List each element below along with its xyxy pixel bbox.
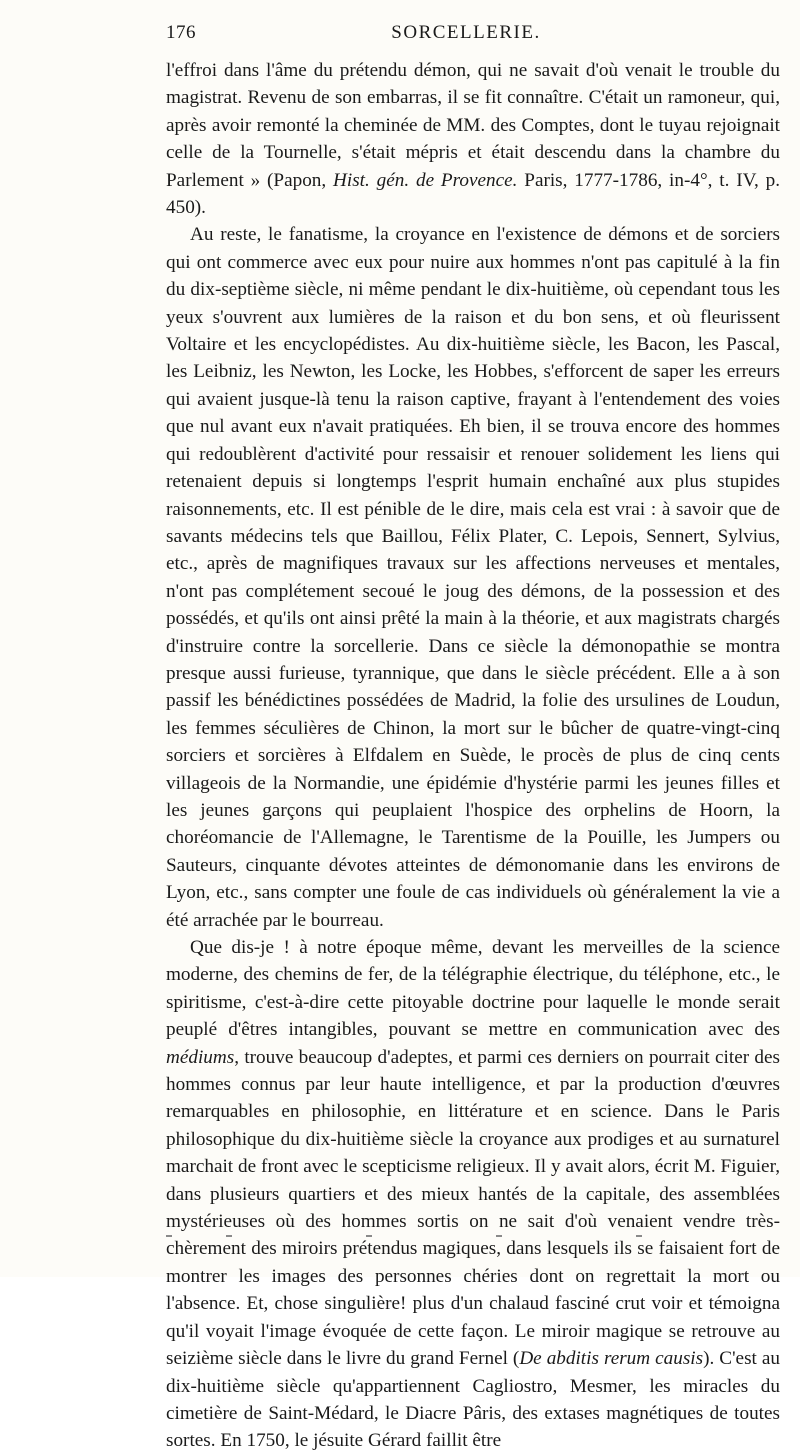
- italic-book-title: De abditis rerum causis: [519, 1348, 704, 1370]
- scan-mark: [636, 1235, 642, 1237]
- running-title: SORCELLERIE.: [391, 22, 541, 43]
- paragraph-1-text-end: Paris, 1777-1786, in-4°, t. IV, p. 450).: [166, 169, 780, 219]
- paragraph-3-text-mid: , trouve beaucoup d'adeptes, et parmi ces derniers on pourrait citer des hommes connus par leur haute intelligence, et par la production d'œuvres remarquables en philosophie, en littérature et en science. Dans le Paris philosophique du dix-huitième siècle la croyance aux prodiges et au surnaturel marchait de front avec le scepticisme religieux. Il y avait alors, écrit M. Figuier, dans plusieurs quartiers et des mieux hantés de la capitale, des assemblées mystérieuses où des hommes sortis on ne sait d'où venaient vendre très-chèrement des miroirs prétendus magiques, dans lesquels ils se faisaient fort de montrer les images des personnes chéries dont on regrettait la mort ou l'absence. Et, chose singulière! plus d'un chalaud fasciné crut voir et témoigna qu'il voyait l'image évoquée de cette façon. Le miroir magique se retrouve au seizième siècle dans le livre du grand Fernel (: [166, 1046, 780, 1370]
- paragraph-1: [166, 57, 780, 221]
- body-text: [166, 57, 780, 1455]
- page-number: 176: [166, 22, 196, 43]
- page-header: [166, 22, 766, 52]
- paragraph-2: [166, 221, 780, 934]
- scan-mark: [496, 1235, 502, 1237]
- paragraph-3: [166, 934, 780, 1455]
- italic-mediums: médiums: [166, 1046, 235, 1068]
- paragraph-3-text-end: ). C'est au dix-huitième siècle qu'appartiennent Cagliostro, Mesmer, les miracles du cimetière de Saint-Médard, le Diacre Pâris, des extases magnétiques de toutes sortes. En 1750, le jésuite Gérard faillit être: [166, 1348, 780, 1452]
- scan-mark: [166, 1235, 172, 1237]
- paragraph-3-text: Que dis-je ! à notre époque même, devant les merveilles de la science moderne, des chemins de fer, de la télégraphie électrique, du téléphone, etc., le spiritisme, c'est-à-dire cette pitoyable doctrine pour laquelle le monde serait peuplé d'êtres intangibles, pouvant se mettre en communication avec des: [166, 937, 780, 1041]
- scan-mark: [226, 1235, 232, 1237]
- bottom-scan-marks: [166, 1235, 780, 1245]
- citation-title: Hist. gén. de Provence.: [333, 169, 518, 191]
- paragraph-1-text: l'effroi dans l'âme du prétendu démon, qui ne savait d'où venait le trouble du magistrat. Revenu de son embarras, il se fit connaître. C'était un ramoneur, qui, après avoir remonté la cheminée de MM. des Comptes, dont le tuyau rejoignait celle de la Tournelle, s'était mépris et était descendu dans la chambre du Parlement » (Papon,: [166, 60, 780, 191]
- scan-mark: [366, 1235, 372, 1237]
- paragraph-2-text: Au reste, le fanatisme, la croyance en l'existence de démons et de sorciers qui ont commerce avec eux pour nuire aux hommes n'ont pas capitulé à la fin du dix-septième siècle, ni même pendant le dix-huitième, où cependant tous les yeux s'ouvrent aux lumières de la raison et du bon sens, et où fleurissent Voltaire et les encyclopédistes. Au dix-huitième siècle, les Bacon, les Pascal, les Leibniz, les Newton, les Locke, les Hobbes, s'efforcent de saper les erreurs qui avaient jusque-là tenu la raison captive, frayant à l'entendement des voies que nul avant eux n'avait pratiquées. Eh bien, il se trouva encore des hommes qui redoublèrent d'activité pour ressaisir et renouer solidement les liens qui retenaient depuis si longtemps l'esprit humain enchaîné aux plus stupides raisonnements, etc. Il est pénible de le dire, mais cela est vrai : à savoir que de savants médecins tels que Baillou, Félix Plater, C. Lepois, Sennert, Sylvius, etc., après de magnifiques travaux sur les affections nerveuses et mentales, n'ont pas complétement secoué le joug des démons, de la possession et des possédés, et qu'ils ont ainsi prêté la main à la théorie, et aux magistrats chargés d'instruire contre la sorcellerie. Dans ce siècle la démonopathie se montra presque aussi furieuse, tyrannique, que dans le siècle précédent. Elle a à son passif les bénédictines possédées de Madrid, la folie des ursulines de Loudun, les femmes séculières de Chinon, la mort sur le bûcher de quatre-vingt-cinq sorciers et sorcières à Elfdalem en Suède, le procès de plus de cinq cents villageois de la Normandie, une épidémie d'hystérie parmi les jeunes filles et les jeunes garçons qui peuplaient l'hospice des orphelins de Hoorn, la choréomancie de l'Allemagne, le Tarentisme de la Pouille, les Jumpers ou Sauteurs, cinquante dévotes atteintes de démonomanie dans les environs de Lyon, etc., sans compter une foule de cas individuels où généralement la vie a été arrachée par le bourreau.: [166, 224, 780, 931]
